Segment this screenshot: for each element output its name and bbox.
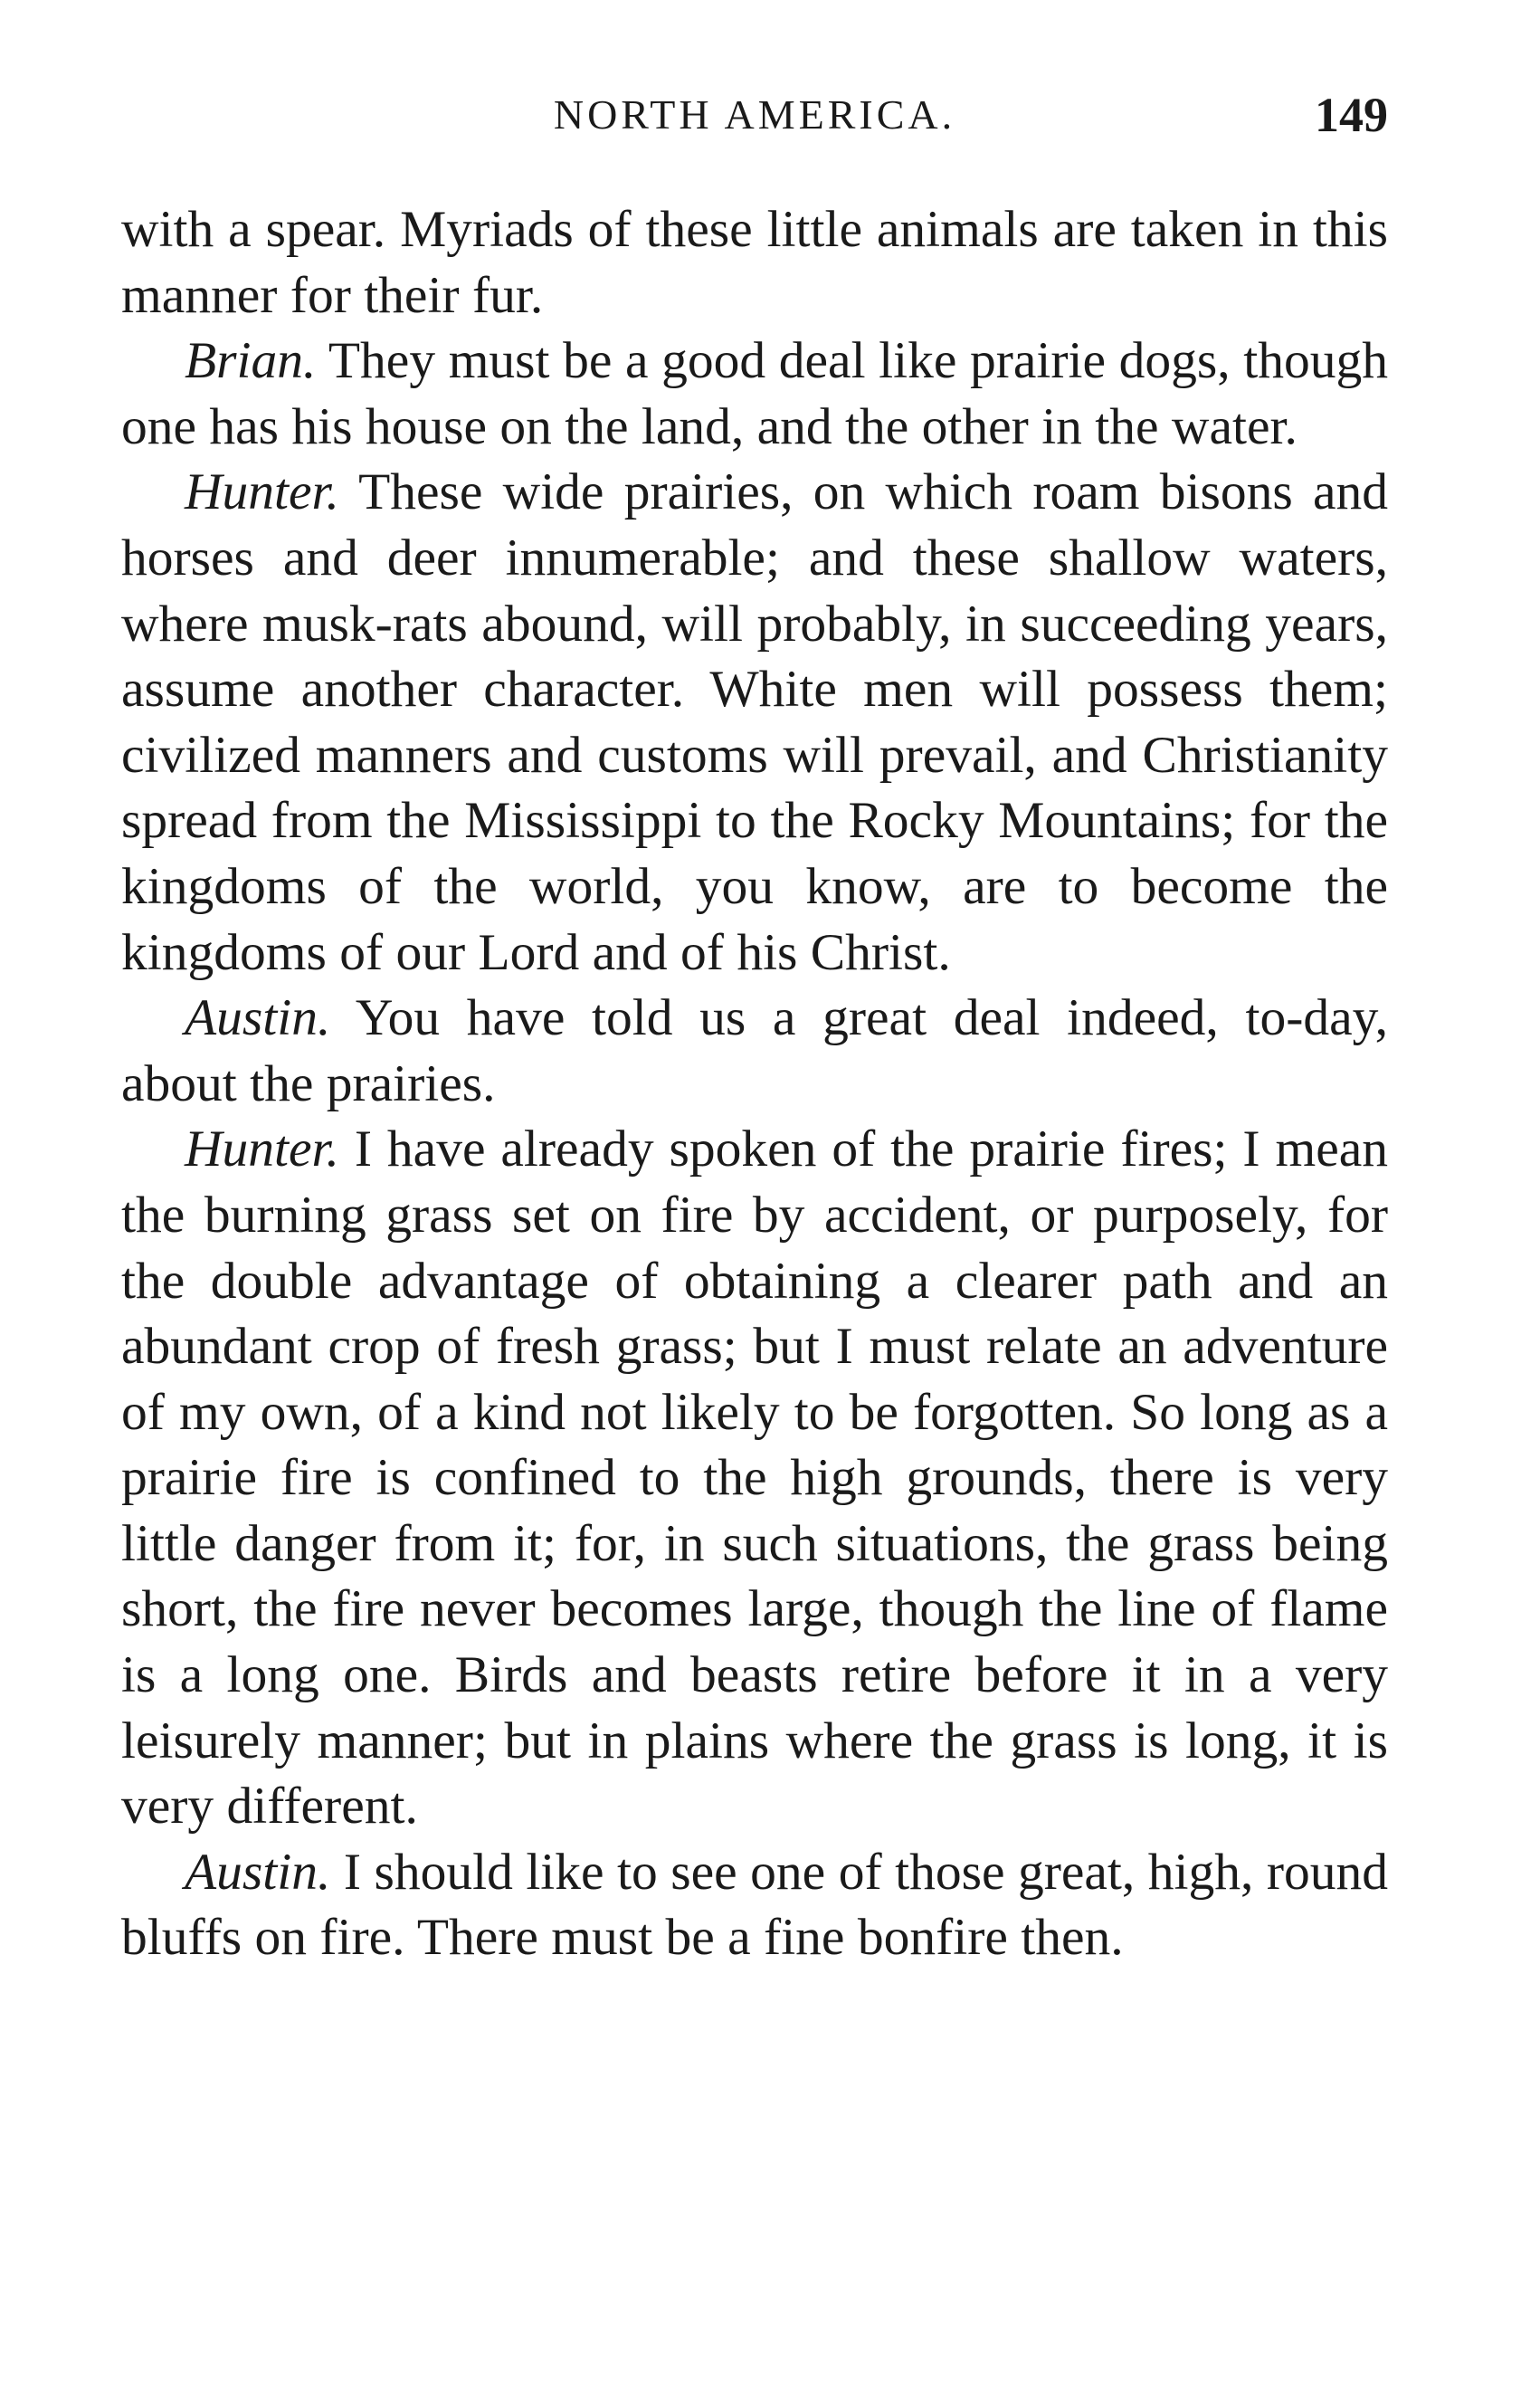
paragraph-4 [121, 986, 1388, 1117]
speaker-name: Hunter. [185, 1120, 339, 1178]
page-number: 149 [1315, 88, 1388, 142]
paragraph-3 [121, 460, 1388, 986]
paragraph-6 [121, 1840, 1388, 1971]
speaker-name: Austin. [185, 1843, 331, 1901]
paragraph-text: These wide prairies, on which roam bisons and horses and deer innumerable; and these shallow waters, where musk-rats abound, will probably, in succeeding years, assume another character. White men will possess them; civilized manners and customs will prevail, and Christianity spread from the Mississippi to the Rocky Mountains; for the kingdoms of the world, you know, are to become the kingdoms of our Lord and of his Christ. [121, 463, 1388, 981]
paragraph-2 [121, 329, 1388, 460]
paragraph-text: with a spear. Myriads of these little animals are taken in this manner for their fur. [121, 201, 1388, 324]
paragraph-text: They must be a good deal like prairie dogs, though one has his house on the land, and the other in the water. [121, 332, 1388, 455]
running-title: NORTH AMERICA. [553, 91, 956, 138]
book-page [121, 88, 1388, 1971]
paragraph-5 [121, 1117, 1388, 1840]
body-text [121, 197, 1388, 1971]
paragraph-text: I should like to see one of those great, high, round bluffs on fire. There must be a fine bonfire then. [121, 1843, 1388, 1967]
paragraph-text: I have already spoken of the prairie fires; I mean the burning grass set on fire by accident, or purposely, for the double advantage of obtaining a clearer path and an abundant crop of fresh grass; but I must relate an adventure of my own, of a kind not likely to be forgotten. So long as a prairie fire is confined to the high grounds, there is very little danger from it; for, in such situations, the grass being short, the fire never becomes large, though the line of flame is a long one. Birds and beasts retire before it in a very leisurely manner; but in plains where the grass is long, it is very different. [121, 1120, 1388, 1836]
speaker-name: Hunter. [185, 463, 339, 521]
speaker-name: Brian. [185, 332, 317, 390]
running-head [121, 88, 1388, 163]
paragraph-text: You have told us a great deal indeed, to-day, about the prairies. [121, 989, 1388, 1112]
speaker-name: Austin. [185, 989, 331, 1047]
paragraph-1 [121, 197, 1388, 329]
